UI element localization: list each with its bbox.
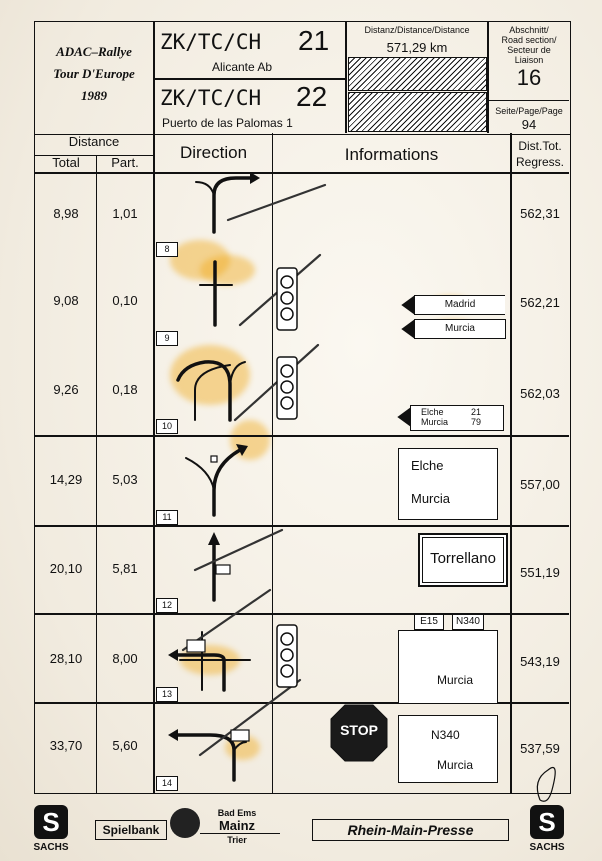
bad-ems: Bad Ems [217, 808, 257, 818]
distance-label: Distanz/Distance/Distance [364, 25, 470, 35]
sign-panel-row13 [398, 630, 498, 704]
col-part: Part. [111, 155, 139, 170]
rally-year: 1989 [81, 88, 107, 103]
row-total: 9,08 [53, 293, 79, 308]
row-part: 8,00 [112, 651, 138, 666]
trier: Trier [227, 835, 247, 845]
rhein-main-presse-logo: Rhein-Main-Presse [312, 819, 509, 841]
rally-tour: Tour D'Europe [53, 66, 135, 81]
section-label-4: Liaison [514, 55, 544, 65]
sign-road: N340 [431, 728, 460, 742]
control-place-b: Puerto de las Palomas 1 [162, 116, 293, 130]
row-total: 28,10 [49, 651, 83, 666]
row-part: 0,10 [112, 293, 138, 308]
row-total: 9,26 [53, 382, 79, 397]
sign-panel-row14 [398, 715, 498, 783]
section-label-3: Secteur de [507, 45, 551, 55]
row-regress: 562,03 [520, 386, 560, 401]
row-part: 1,01 [112, 206, 138, 221]
spielbank-logo: Spielbank [95, 820, 167, 840]
sign-place: Murcia [437, 673, 474, 687]
row-regress: 562,31 [520, 206, 560, 221]
step-number: 14 [156, 776, 178, 791]
section-label-2: Road section/ [501, 35, 557, 45]
col-regress: Regress. [515, 155, 565, 169]
col-informations: Informations [344, 145, 439, 164]
page-value: 94 [521, 117, 537, 132]
sign-place: Torrellano [422, 537, 504, 583]
row-regress: 551,19 [520, 565, 560, 580]
cloverleaf-icon [170, 808, 200, 838]
control-place-a: Alicante Ab [212, 60, 273, 74]
sign-panel-row11 [398, 448, 498, 520]
row-regress: 543,19 [520, 654, 560, 669]
sign-km: 21 [471, 407, 482, 417]
mainz: Mainz [218, 818, 256, 833]
sign-km: 79 [471, 417, 482, 427]
road-tag-e15: E15 [414, 614, 444, 630]
distance-value: 571,29 km [386, 40, 448, 55]
sign-place: Murcia [437, 758, 474, 772]
row-regress: 562,21 [520, 295, 560, 310]
sign-murcia: Murcia [414, 319, 506, 339]
step-number: 10 [156, 419, 178, 434]
row-part: 5,03 [112, 472, 138, 487]
sign-place: Murcia [421, 417, 449, 427]
row-part: 0,18 [112, 382, 138, 397]
step-number: 13 [156, 687, 178, 702]
control-code-b: ZK/TC/CH [160, 86, 262, 110]
sachs-label-left: SACHS [33, 842, 69, 853]
row-regress: 557,00 [520, 477, 560, 492]
page-label: Seite/Page/Page [495, 106, 563, 116]
sign-place: Elche [411, 458, 444, 473]
step-number: 8 [156, 242, 178, 257]
tulip-8-route [214, 178, 250, 232]
sign-madrid: Madrid [414, 295, 505, 315]
step-number: 11 [156, 510, 178, 525]
control-code-a: ZK/TC/CH [160, 30, 262, 54]
col-total: Total [52, 155, 80, 170]
row-total: 14,29 [49, 472, 83, 487]
col-dist-tot: Dist.Tot. [518, 139, 562, 153]
section-value: 16 [516, 65, 542, 90]
row-total: 20,10 [49, 561, 83, 576]
row-part: 5,81 [112, 561, 138, 576]
sign-place: Murcia [411, 491, 451, 506]
step-number: 9 [156, 331, 178, 346]
road-tag-n340: N340 [452, 614, 484, 630]
sachs-logo-right: S [530, 805, 564, 839]
sign-torrellano [418, 533, 508, 587]
sachs-logo-left: S [34, 805, 68, 839]
row-total: 33,70 [49, 738, 83, 753]
row-part: 5,60 [112, 738, 138, 753]
row-total: 8,98 [53, 206, 79, 221]
control-number-b: 22 [296, 81, 328, 112]
sign-place: Elche [421, 407, 444, 417]
rally-name: ADAC–Rallye [56, 44, 132, 59]
sachs-label-right: SACHS [529, 842, 565, 853]
sign-elche-murcia [410, 405, 504, 431]
section-label-1: Abschnitt/ [509, 25, 549, 35]
col-distance: Distance [68, 134, 120, 149]
row-regress: 537,59 [520, 741, 560, 756]
step-number: 12 [156, 598, 178, 613]
col-direction: Direction [179, 143, 248, 162]
stop-sign-label: STOP [340, 722, 378, 738]
control-number-a: 21 [298, 25, 330, 56]
